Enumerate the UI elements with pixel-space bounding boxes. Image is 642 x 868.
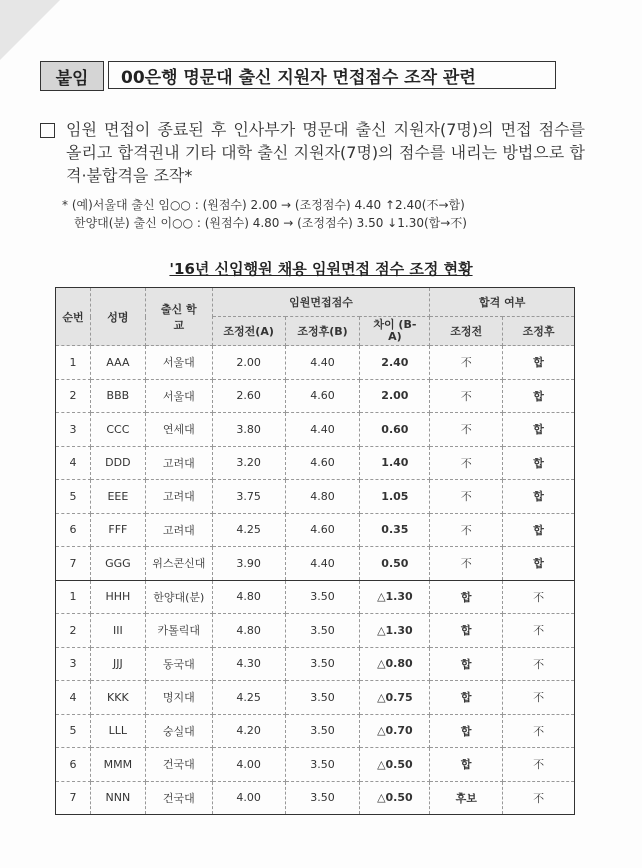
cell-name: III	[90, 614, 145, 648]
table-row	[56, 446, 575, 480]
table-row	[56, 681, 575, 715]
table-row	[56, 614, 575, 648]
cell-name: AAA	[90, 346, 145, 380]
header-after: 조정후(B)	[285, 317, 360, 346]
cell-pass-after: 不	[503, 781, 575, 815]
cell-after: 4.60	[285, 379, 360, 413]
cell-school: 서울대	[145, 379, 212, 413]
cell-no: 3	[56, 647, 91, 681]
cell-pass-after: 不	[503, 748, 575, 782]
table-row	[56, 580, 575, 614]
cell-pass-after: 不	[503, 681, 575, 715]
cell-name: GGG	[90, 547, 145, 581]
cell-pass-before: 不	[430, 413, 503, 447]
cell-no: 2	[56, 614, 91, 648]
cell-after: 4.40	[285, 413, 360, 447]
cell-no: 6	[56, 748, 91, 782]
cell-pass-after: 不	[503, 714, 575, 748]
cell-pass-after: 합	[503, 547, 575, 581]
cell-diff: 0.35	[360, 513, 430, 547]
cell-diff: △0.80	[360, 647, 430, 681]
cell-school: 고려대	[145, 513, 212, 547]
table-title: '16년 신입행원 채용 임원면접 점수 조정 현황	[169, 260, 473, 278]
cell-no: 4	[56, 681, 91, 715]
cell-before: 3.20	[212, 446, 285, 480]
cell-name: CCC	[90, 413, 145, 447]
cell-diff: 2.40	[360, 346, 430, 380]
cell-before: 2.60	[212, 379, 285, 413]
cell-before: 4.30	[212, 647, 285, 681]
header-score-group: 임원면접점수	[212, 288, 430, 317]
cell-before: 4.80	[212, 580, 285, 614]
cell-before: 4.80	[212, 614, 285, 648]
cell-before: 3.90	[212, 547, 285, 581]
cell-pass-after: 不	[503, 647, 575, 681]
cell-pass-after: 합	[503, 513, 575, 547]
cell-after: 3.50	[285, 681, 360, 715]
cell-name: MMM	[90, 748, 145, 782]
cell-diff: △1.30	[360, 614, 430, 648]
footnote	[62, 196, 467, 232]
cell-diff: 1.40	[360, 446, 430, 480]
summary-paragraph	[40, 118, 585, 187]
cell-pass-before: 不	[430, 513, 503, 547]
checkbox-bullet-icon	[40, 123, 55, 138]
cell-school: 고려대	[145, 480, 212, 514]
cell-pass-before: 不	[430, 480, 503, 514]
cell-after: 3.50	[285, 647, 360, 681]
table-row	[56, 379, 575, 413]
cell-school: 건국대	[145, 781, 212, 815]
cell-name: KKK	[90, 681, 145, 715]
cell-no: 3	[56, 413, 91, 447]
cell-school: 서울대	[145, 346, 212, 380]
table-row	[56, 714, 575, 748]
cell-before: 4.00	[212, 748, 285, 782]
cell-diff: △0.75	[360, 681, 430, 715]
cell-school: 건국대	[145, 748, 212, 782]
cell-pass-before: 합	[430, 714, 503, 748]
cell-name: NNN	[90, 781, 145, 815]
cell-pass-after: 합	[503, 480, 575, 514]
cell-pass-before: 不	[430, 346, 503, 380]
cell-pass-before: 합	[430, 647, 503, 681]
cell-before: 4.25	[212, 681, 285, 715]
footnote-line: 한양대(분) 출신 이○○ : (원점수) 4.80 → (조정점수) 3.50 ↓1.30(합→不)	[74, 216, 467, 230]
header-before: 조정전(A)	[212, 317, 285, 346]
cell-no: 4	[56, 446, 91, 480]
header-name: 성명	[90, 288, 145, 346]
header-school: 출신 학교	[145, 288, 212, 346]
cell-before: 4.20	[212, 714, 285, 748]
cell-name: FFF	[90, 513, 145, 547]
cell-no: 1	[56, 346, 91, 380]
cell-name: BBB	[90, 379, 145, 413]
cell-school: 명지대	[145, 681, 212, 715]
cell-school: 카톨릭대	[145, 614, 212, 648]
cell-pass-before: 不	[430, 379, 503, 413]
cell-pass-before: 不	[430, 547, 503, 581]
cell-before: 3.80	[212, 413, 285, 447]
cell-no: 7	[56, 781, 91, 815]
cell-before: 3.75	[212, 480, 285, 514]
table-row	[56, 346, 575, 380]
cell-after: 4.40	[285, 346, 360, 380]
cell-name: EEE	[90, 480, 145, 514]
cell-after: 3.50	[285, 781, 360, 815]
score-table	[55, 287, 575, 815]
cell-no: 5	[56, 480, 91, 514]
cell-name: HHH	[90, 580, 145, 614]
cell-pass-before: 후보	[430, 781, 503, 815]
cell-diff: △0.70	[360, 714, 430, 748]
cell-no: 2	[56, 379, 91, 413]
attachment-tag: 붙임	[40, 61, 104, 91]
cell-school: 연세대	[145, 413, 212, 447]
footnote-line: * (예)서울대 출신 임○○ : (원점수) 2.00 → (조정점수) 4.40 ↑2.40(不→합)	[62, 198, 465, 212]
cell-before: 2.00	[212, 346, 285, 380]
document-title: 00은행 명문대 출신 지원자 면접점수 조작 관련	[108, 61, 556, 89]
cell-diff: △0.50	[360, 748, 430, 782]
header-pass-after: 조정후	[503, 317, 575, 346]
cell-school: 한양대(분)	[145, 580, 212, 614]
cell-school: 고려대	[145, 446, 212, 480]
cell-school: 동국대	[145, 647, 212, 681]
cell-after: 4.60	[285, 446, 360, 480]
cell-pass-after: 합	[503, 446, 575, 480]
cell-no: 6	[56, 513, 91, 547]
cell-after: 4.60	[285, 513, 360, 547]
table-row	[56, 781, 575, 815]
table-row	[56, 547, 575, 581]
cell-school: 숭실대	[145, 714, 212, 748]
table-row	[56, 748, 575, 782]
cell-pass-before: 합	[430, 748, 503, 782]
cell-diff: 0.50	[360, 547, 430, 581]
cell-diff: △0.50	[360, 781, 430, 815]
table-row	[56, 413, 575, 447]
cell-after: 3.50	[285, 748, 360, 782]
table-row	[56, 480, 575, 514]
paragraph-text: 임원 면접이 종료된 후 인사부가 명문대 출신 지원자(7명)의 면접 점수를 올리고 합격권내 기타 대학 출신 지원자(7명)의 점수를 내리는 방법으로 합격·불합격을 조작*	[66, 120, 585, 185]
folded-corner	[0, 0, 60, 60]
cell-pass-after: 합	[503, 346, 575, 380]
header-pass-group: 합격 여부	[430, 288, 575, 317]
cell-pass-after: 합	[503, 379, 575, 413]
header-diff: 차이 (B-A)	[360, 317, 430, 346]
header-pass-before: 조정전	[430, 317, 503, 346]
cell-pass-before: 합	[430, 580, 503, 614]
cell-before: 4.25	[212, 513, 285, 547]
cell-after: 3.50	[285, 714, 360, 748]
cell-name: JJJ	[90, 647, 145, 681]
cell-pass-before: 不	[430, 446, 503, 480]
cell-no: 1	[56, 580, 91, 614]
cell-after: 3.50	[285, 580, 360, 614]
cell-after: 4.80	[285, 480, 360, 514]
cell-no: 5	[56, 714, 91, 748]
cell-no: 7	[56, 547, 91, 581]
cell-name: DDD	[90, 446, 145, 480]
cell-after: 3.50	[285, 614, 360, 648]
cell-pass-after: 不	[503, 614, 575, 648]
cell-before: 4.00	[212, 781, 285, 815]
table-row	[56, 647, 575, 681]
table-row	[56, 513, 575, 547]
cell-pass-before: 합	[430, 681, 503, 715]
cell-diff: 1.05	[360, 480, 430, 514]
cell-pass-after: 합	[503, 413, 575, 447]
cell-diff: 2.00	[360, 379, 430, 413]
header-no: 순번	[56, 288, 91, 346]
cell-diff: 0.60	[360, 413, 430, 447]
cell-school: 위스콘신대	[145, 547, 212, 581]
cell-name: LLL	[90, 714, 145, 748]
cell-after: 4.40	[285, 547, 360, 581]
cell-pass-after: 不	[503, 580, 575, 614]
cell-diff: △1.30	[360, 580, 430, 614]
cell-pass-before: 합	[430, 614, 503, 648]
